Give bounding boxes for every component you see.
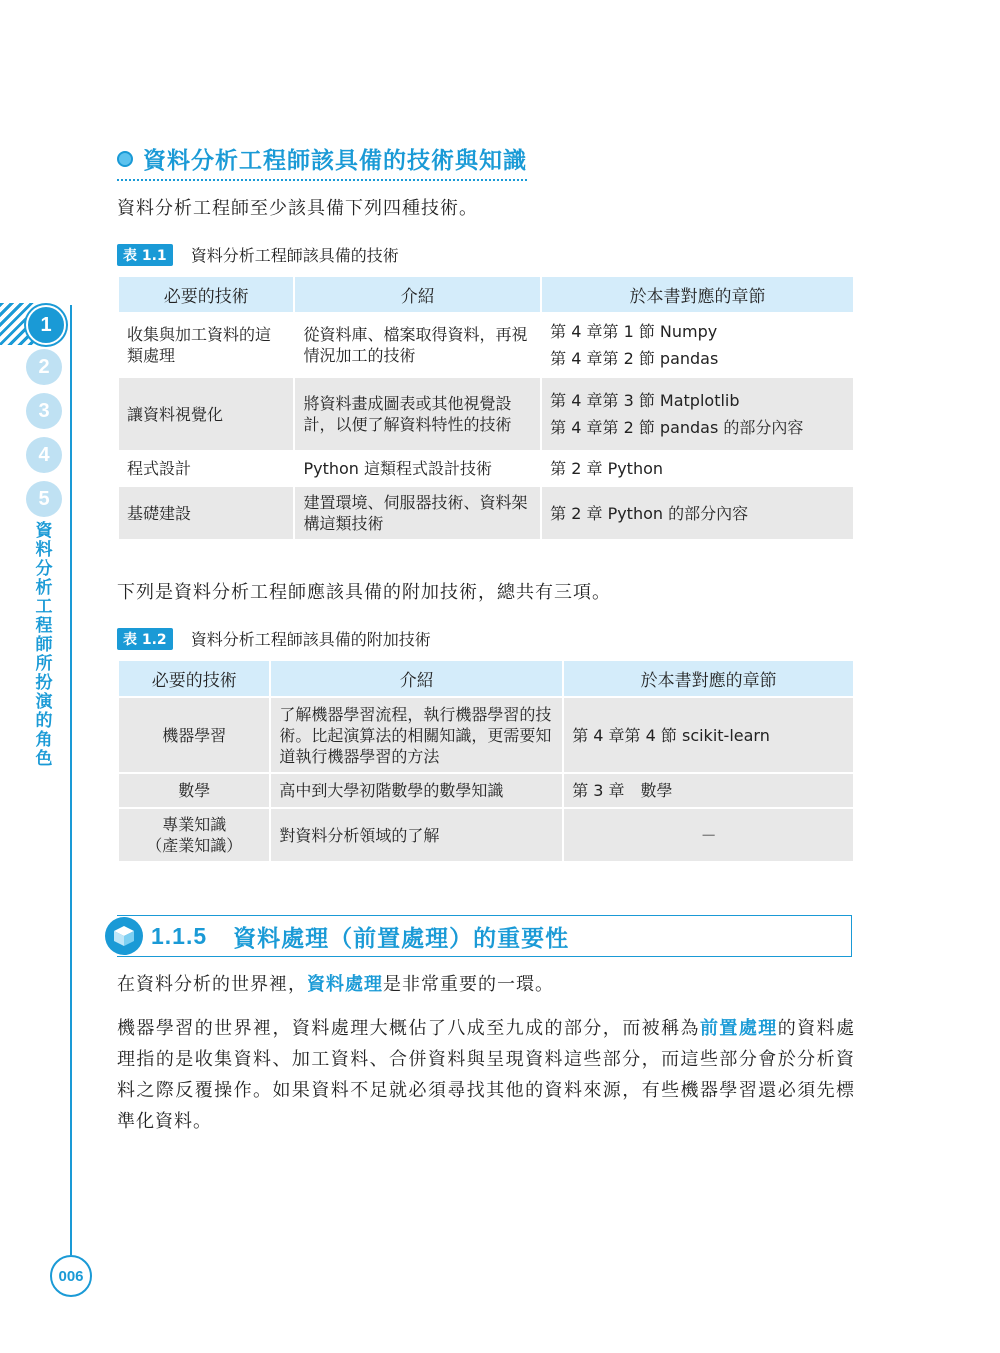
table-header: 介紹	[295, 277, 540, 312]
table-header: 必要的技術	[119, 661, 269, 696]
table-cell-intro: Python 這類程式設計技術	[295, 452, 540, 485]
table-cell-chapter	[542, 378, 853, 450]
table-cell-skill: 機器學習	[119, 698, 269, 772]
table-row	[119, 452, 853, 485]
subsection-number: 1.1.5	[151, 922, 208, 949]
bullet-dot-icon	[117, 151, 133, 167]
table-cell-chapter: 第 2 章 Python 的部分內容	[542, 487, 853, 539]
table2-caption	[117, 627, 431, 650]
text-run: 是非常重要的一環。	[383, 974, 554, 995]
chapter-tab-3[interactable]: 3	[26, 393, 62, 429]
table-header: 介紹	[271, 661, 562, 696]
table-row	[119, 698, 853, 772]
subsection-heading	[117, 915, 852, 957]
section-heading	[117, 142, 527, 181]
chapter-tab-4[interactable]: 4	[26, 437, 62, 473]
table-header-row	[119, 277, 853, 312]
table-cell-skill	[119, 809, 269, 861]
text-run: 的資料處理指的是收集資料、加工資料、合併資料與呈現資料這些部分，而這些部分會於分析資料之際反覆操作。如果資料不足就必須尋找其他的資料來源，有些機器學習還必須先標準化資料。	[117, 1018, 856, 1132]
chapter-tab-2[interactable]: 2	[26, 349, 62, 385]
table-cell-intro: 對資料分析領域的了解	[271, 809, 562, 861]
table-row	[119, 809, 853, 861]
table-cell-chapter	[542, 314, 853, 376]
table-cell-intro: 建置環境、伺服器技術、資料架構這類技術	[295, 487, 540, 539]
chapter-ref: 第 4 章第 2 節 pandas 的部分內容	[550, 418, 804, 437]
skill-line: （產業知識）	[146, 836, 243, 855]
table-cell-skill: 收集與加工資料的這類處理	[119, 314, 293, 376]
table-cell-intro: 高中到大學初階數學的數學知識	[271, 774, 562, 807]
table-cell-chapter: 第 3 章 數學	[564, 774, 853, 807]
table-header-row	[119, 661, 853, 696]
text-run: 機器學習的世界裡，資料處理大概佔了八成至九成的部分，而被稱為	[117, 1018, 700, 1039]
section-title: 資料分析工程師該具備的技術與知識	[143, 148, 527, 174]
body-paragraph-2	[117, 1013, 855, 1137]
cube-icon	[105, 917, 143, 955]
table-cell-chapter: 第 2 章 Python	[542, 452, 853, 485]
table1	[117, 275, 855, 541]
section-intro: 資料分析工程師至少該具備下列四種技術。	[117, 198, 478, 219]
chapter-side-title: 資料分析工程師所扮演的角色	[35, 521, 53, 769]
highlight-term: 資料處理	[307, 974, 383, 995]
skill-line: 專業知識	[162, 815, 227, 834]
table2-label: 表 1.2	[117, 628, 173, 650]
page-number: 006	[50, 1255, 92, 1297]
body-paragraph-1	[117, 969, 855, 1000]
highlight-term: 前置處理	[699, 1018, 778, 1039]
chapter-tab-5[interactable]: 5	[26, 481, 62, 517]
chapter-ref: 第 4 章第 2 節 pandas	[550, 349, 719, 368]
table1-caption-text: 資料分析工程師該具備的技術	[190, 246, 399, 265]
table-cell-intro: 從資料庫、檔案取得資料，再視情況加工的技術	[295, 314, 540, 376]
table-header: 必要的技術	[119, 277, 293, 312]
table-header: 於本書對應的章節	[542, 277, 853, 312]
table-cell-skill: 程式設計	[119, 452, 293, 485]
chapter-ref: 第 4 章第 1 節 Numpy	[550, 322, 718, 341]
additional-skills-intro: 下列是資料分析工程師應該具備的附加技術，總共有三項。	[117, 582, 611, 603]
table-cell-chapter: －	[564, 809, 853, 861]
table-cell-skill: 基礎建設	[119, 487, 293, 539]
text-run: 在資料分析的世界裡，	[117, 974, 307, 995]
chapter-ref: 第 4 章第 3 節 Matplotlib	[550, 391, 740, 410]
table1-caption	[117, 243, 399, 266]
table-cell-chapter: 第 4 章第 4 節 scikit-learn	[564, 698, 853, 772]
table-cell-skill: 數學	[119, 774, 269, 807]
table-cell-intro: 將資料畫成圖表或其他視覺設計，以便了解資料特性的技術	[295, 378, 540, 450]
table-row	[119, 774, 853, 807]
table2	[117, 659, 855, 863]
table-row	[119, 314, 853, 376]
table-cell-skill: 讓資料視覺化	[119, 378, 293, 450]
table2-caption-text: 資料分析工程師該具備的附加技術	[190, 630, 431, 649]
table-row	[119, 487, 853, 539]
table-cell-intro: 了解機器學習流程，執行機器學習的技術。比起演算法的相關知識，更需要知道執行機器學習的方法	[271, 698, 562, 772]
subsection-title: 資料處理（前置處理）的重要性	[233, 925, 570, 952]
chapter-tab-1[interactable]: 1	[26, 305, 66, 345]
table-row	[119, 378, 853, 450]
table1-label: 表 1.1	[117, 244, 173, 266]
sidebar-rule	[70, 305, 72, 1255]
table-header: 於本書對應的章節	[564, 661, 853, 696]
